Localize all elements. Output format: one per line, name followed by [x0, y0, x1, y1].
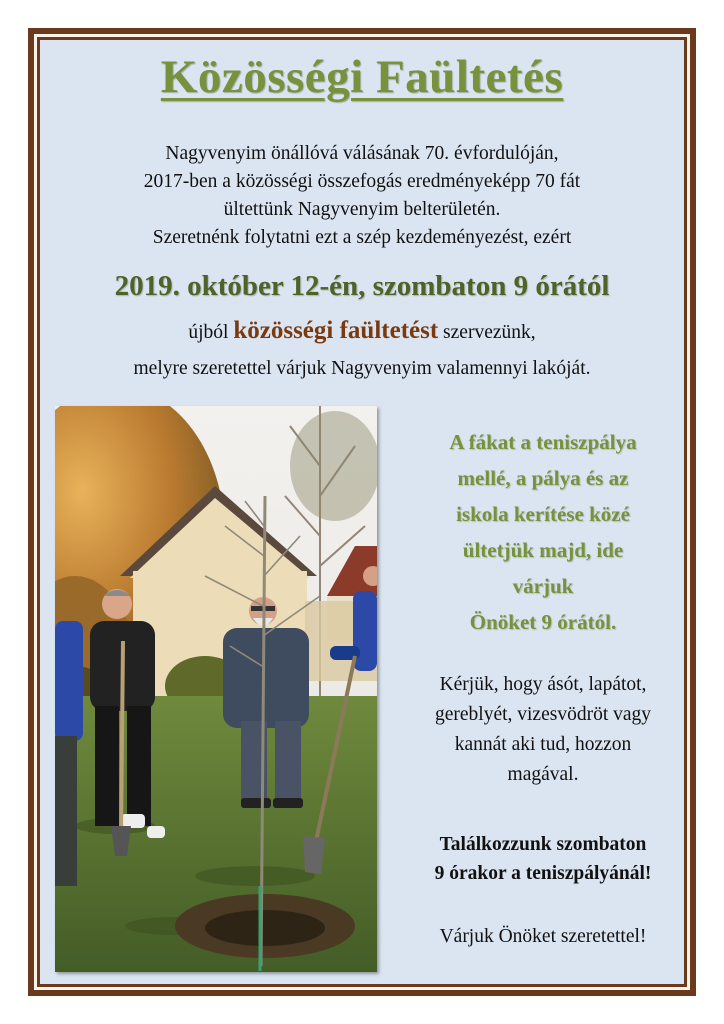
tree-planting-photo [55, 406, 377, 972]
organize-line [40, 317, 684, 345]
location-line: A fákat a teniszpálya [449, 430, 637, 454]
event-highlight: közösségi faültetést [233, 317, 439, 344]
location-line: mellé, a pálya és az [457, 466, 629, 490]
tools-line: Kérjük, hogy ásót, lapátot, [439, 674, 647, 695]
location-line: Önöket 9 órától. [469, 610, 617, 634]
intro-line: Szeretnénk folytatni ezt a szép kezdeményezést, ezért [152, 227, 572, 248]
meeting-line: 9 órakor a teniszpályánál! [434, 863, 652, 884]
closing-line: Várjuk Önöket szeretettel! [439, 926, 647, 947]
organize-suffix: szervezünk, [438, 322, 536, 343]
page-title: Közösségi Faültetés [160, 51, 564, 103]
location-paragraph [398, 424, 688, 640]
tools-line: gereblyét, vizesvödröt vagy [434, 704, 652, 725]
meeting-line: Találkozzunk szombaton [439, 834, 647, 855]
tools-line: kannát aki tud, hozzon [454, 734, 632, 755]
intro-paragraph [50, 140, 674, 252]
event-date: 2019. október 12-én, szombaton 9 órától [114, 270, 610, 302]
invitation-line: melyre szeretettel várjuk Nagyvenyim valamennyi lakóját. [133, 358, 591, 379]
intro-line: Nagyvenyim önállóvá válásának 70. évfordulóján, [165, 143, 559, 164]
location-line: várjuk [512, 574, 574, 598]
intro-line: 2017-ben a közösségi összefogás eredményeképp 70 fát [143, 171, 581, 192]
tools-request-paragraph [398, 670, 688, 790]
location-line: iskola kerítése közé [456, 502, 630, 526]
intro-line: ültettünk Nagyvenyim belterületén. [223, 199, 501, 220]
meeting-paragraph [398, 830, 688, 888]
location-line: ültetjük majd, ide [462, 538, 624, 562]
organize-prefix: újból [188, 322, 234, 343]
tools-line: magával. [507, 764, 579, 785]
